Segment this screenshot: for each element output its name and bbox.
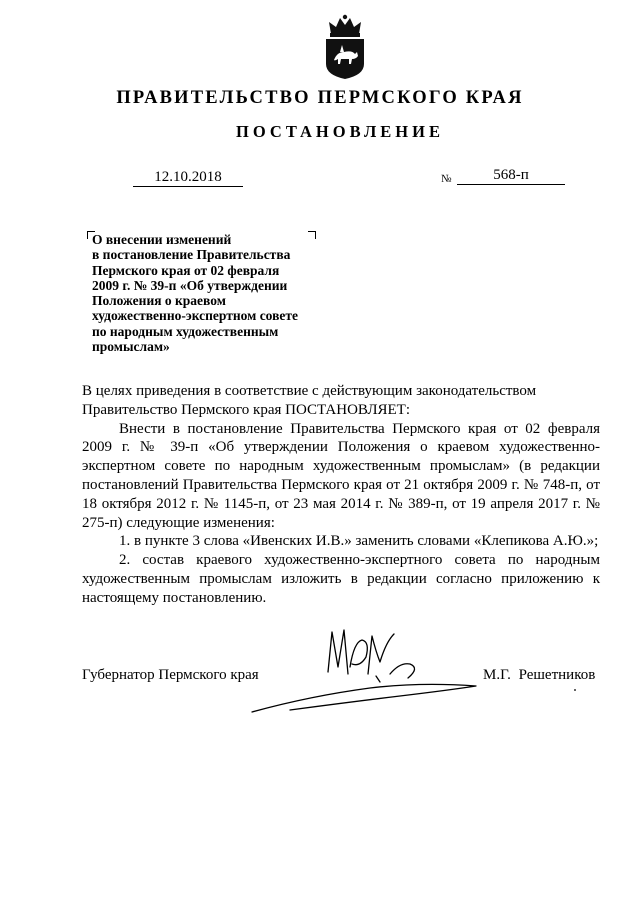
document-number: 568-п — [457, 166, 565, 185]
intro-line: Правительство Пермского края ПОСТАНОВЛЯЕТ: — [82, 401, 411, 418]
scan-speck — [574, 689, 576, 691]
government-title: ПРАВИТЕЛЬСТВО ПЕРМСКОГО КРАЯ — [116, 88, 524, 108]
subject-line: художественно-экспертном совете — [92, 308, 299, 324]
number-sign: № — [441, 173, 452, 185]
change-item-1: 1. в пункте 3 слова «Ивенских И.В.» заменить словами «Клепикова А.Ю.»; — [119, 533, 599, 550]
subject-line: в постановление Правительства — [92, 247, 291, 263]
signer-position: Губернатор Пермского края — [82, 667, 259, 683]
subject-line: О внесении изменений — [92, 232, 232, 247]
intro-line: В целях приведения в соответствие с действующим законодательством — [82, 383, 537, 399]
change-item-2: 2. состав краевого художественно-экспертного совета по народным художественным промыслам изложить в редакции согласно приложению к настоящему постановлению. — [82, 552, 600, 606]
crown-icon — [329, 15, 361, 37]
handwritten-signature — [250, 612, 480, 722]
signer-name: М.Г. Решетников — [483, 667, 596, 683]
document-body — [82, 382, 600, 608]
subject-line: 2009 г. № 39-п «Об утверждении — [92, 277, 288, 293]
main-paragraph: Внести в постановление Правительства Пермского края от 02 февраля 2009 г. № 39-п «Об утверждении Положения о краевом художественно-экспертном совете по народным художественным промыслам» (в редакции постановлений Правительства Пермского края от 21 октября 2009 г. № 748-п, от 18 октября 2012 г. № 1145-п, от 23 мая 2014 г. № 389-п, от 19 апреля 2017 г. № 275-п) следующие изменения: — [82, 420, 600, 531]
subject-line: Пермского края от 02 февраля — [92, 262, 280, 278]
document-subject — [92, 232, 342, 354]
document-type: ПОСТАНОВЛЕНИЕ — [236, 122, 444, 141]
document-date: 12.10.2018 — [133, 168, 243, 187]
coat-of-arms-emblem — [322, 12, 368, 80]
subject-line: Положения о краевом — [92, 293, 226, 309]
subject-line: по народным художественным — [92, 323, 279, 339]
subject-line: промыслам» — [92, 339, 170, 355]
